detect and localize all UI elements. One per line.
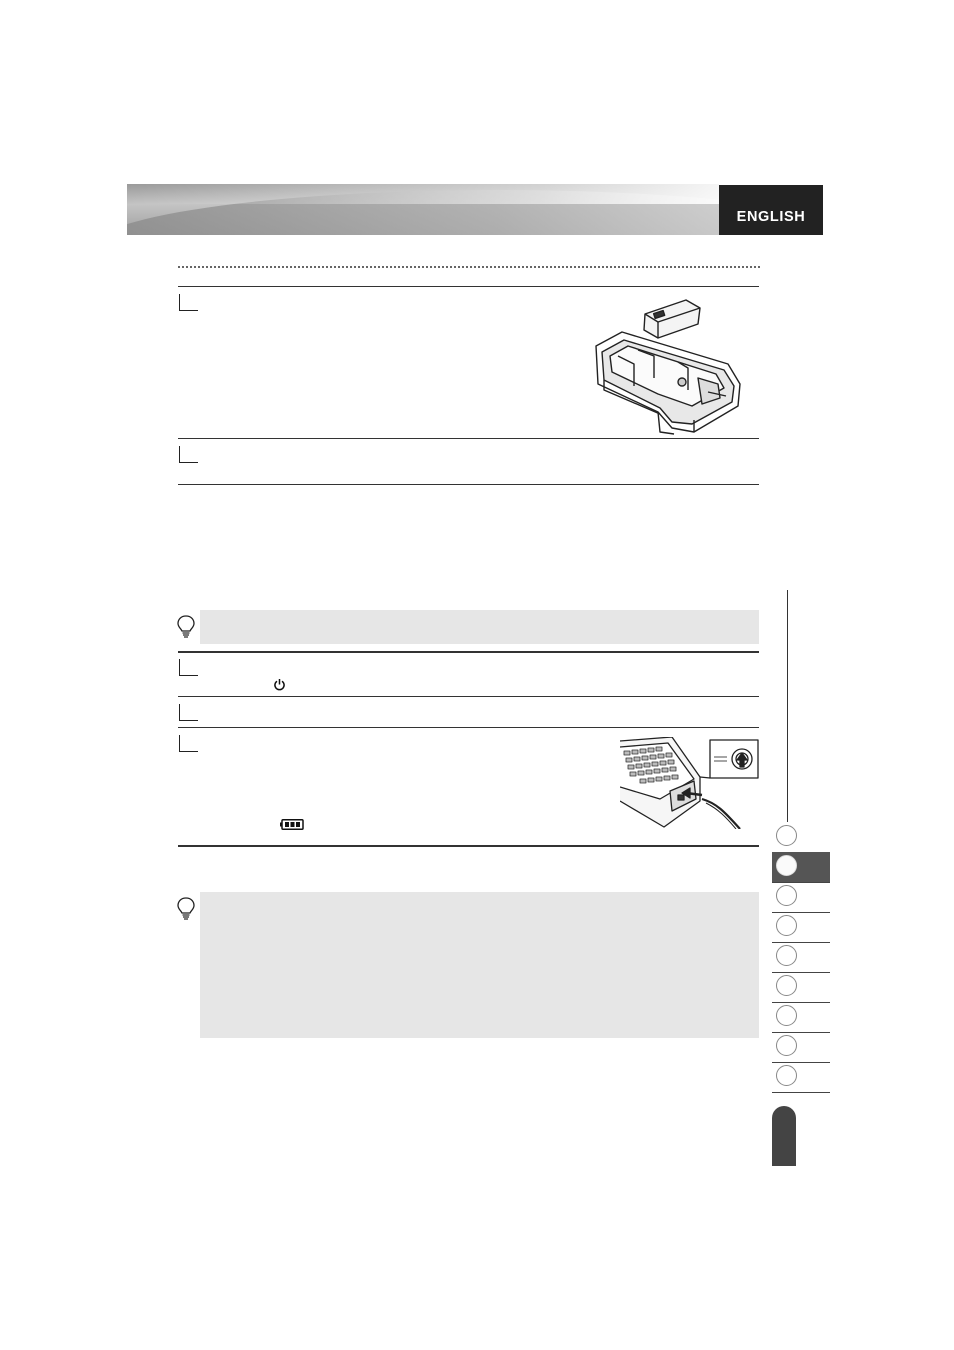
chapter-tab-9[interactable] <box>772 1062 830 1093</box>
chapter-tab-circle <box>776 1065 797 1086</box>
rule <box>178 286 759 287</box>
step-marker <box>179 735 198 752</box>
language-tab <box>719 185 823 235</box>
rule <box>178 845 759 847</box>
hint-bulb-icon <box>175 614 197 638</box>
chapter-tab-circle <box>776 915 797 936</box>
step-marker <box>179 704 198 721</box>
hint-bulb-icon <box>175 896 197 920</box>
chapter-tab-5[interactable] <box>772 942 830 973</box>
chapter-tab-3[interactable] <box>772 882 830 913</box>
chapter-tab-circle <box>776 885 797 906</box>
header-band <box>127 184 719 235</box>
chapter-tab-circle <box>776 975 797 996</box>
battery-icon <box>280 819 304 830</box>
chapter-tab-2[interactable] <box>772 852 830 883</box>
note-box <box>200 610 759 644</box>
step-marker <box>179 659 198 676</box>
step-marker <box>179 446 198 463</box>
chapter-tab-circle <box>776 855 797 876</box>
chapter-tab-7[interactable] <box>772 1002 830 1033</box>
rule <box>178 727 759 728</box>
side-tab <box>772 1106 796 1166</box>
rule <box>178 651 759 653</box>
chapter-tab-circle <box>776 1005 797 1026</box>
rule <box>178 696 759 697</box>
chapter-tab-6[interactable] <box>772 972 830 1003</box>
ac-adapter-illustration <box>620 737 760 829</box>
rule <box>178 438 759 439</box>
power-icon <box>273 678 286 691</box>
battery-insertion-illustration <box>588 294 746 436</box>
index-guide-line <box>787 590 788 822</box>
chapter-tab-circle <box>776 945 797 966</box>
step-marker <box>179 294 198 311</box>
chapter-tab-circle <box>776 1035 797 1056</box>
chapter-tab-4[interactable] <box>772 912 830 943</box>
chapter-tab-8[interactable] <box>772 1032 830 1063</box>
language-label: ENGLISH <box>736 209 806 225</box>
chapter-tab-circle <box>776 825 797 846</box>
note-box <box>200 892 759 1038</box>
chapter-tab-1[interactable] <box>772 822 830 853</box>
section-divider <box>178 266 760 268</box>
rule <box>178 484 759 485</box>
